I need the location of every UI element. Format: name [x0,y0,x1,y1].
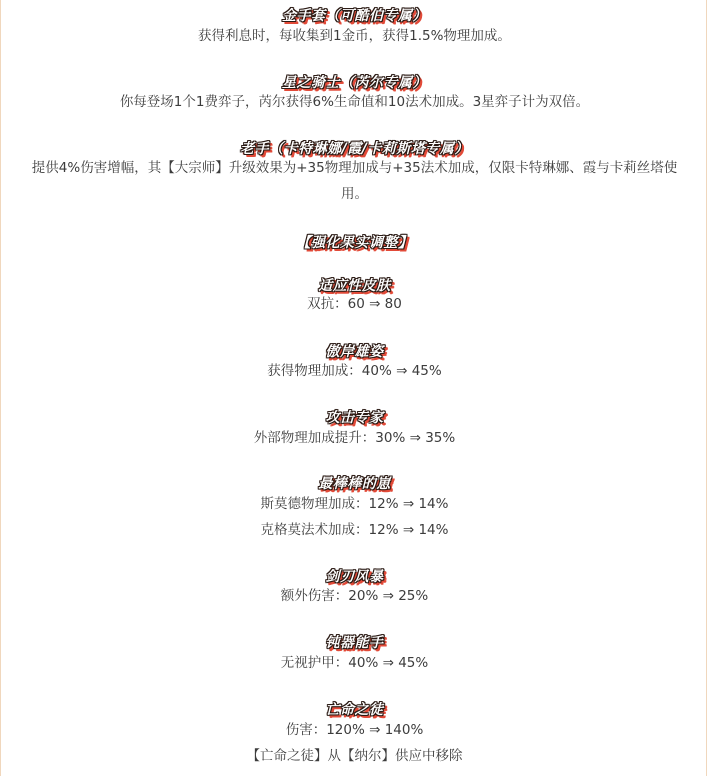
section-line: 获得物理加成：40% ⇒ 45% [267,363,442,379]
section-line: 克格莫法术加成：12% ⇒ 14% [260,522,449,538]
section-title-text: 攻击专家 [325,410,384,426]
section-title-text: 金手套（可酷伯专属） [282,8,427,24]
section-title-text: 剑刃风暴 [325,569,384,585]
section-line: 无视护甲：40% ⇒ 45% [280,655,429,671]
section-line: 额外伤害：20% ⇒ 25% [280,588,429,604]
section-line: 提供4%伤害增幅，其【大宗师】升级效果为+35物理加成与+35法术加成，仅限卡特琳娜、霞与卡莉丝塔使用。 [31,160,678,202]
section-title [1,566,707,585]
section-title-text: 钝器能手 [325,635,384,651]
section-heading-text: 【强化果实调整】 [296,235,413,251]
section-heading [1,232,707,251]
section-title [1,699,707,718]
section-line: 你每登场1个1费弈子，芮尔获得6%生命值和10法术加成。3星弈子计为双倍。 [119,94,590,110]
section-title [1,473,707,492]
section-title-text: 亡命之徒 [325,702,384,718]
section-title [1,632,707,651]
section-line: 外部物理加成提升：30% ⇒ 35% [253,430,456,446]
section-line: 【亡命之徒】从【纳尔】供应中移除 [246,748,463,764]
section-title [1,341,707,360]
section-title [1,275,707,294]
section-title [1,72,707,91]
section-title-text: 傲岸雄姿 [325,344,384,360]
section-title [1,407,707,426]
section-title-text: 星之骑士（芮尔专属） [282,75,427,91]
section-title-text: 老手（卡特琳娜/霞/卡莉斯塔专属） [240,141,469,157]
section-line: 获得利息时，每收集到1金币，获得1.5%物理加成。 [198,28,511,44]
section-title [1,5,707,24]
section-line: 斯莫德物理加成：12% ⇒ 14% [260,496,449,512]
section-title-text: 最棒棒的崽 [318,476,391,492]
section-title-text: 适应性皮肤 [318,278,391,294]
section-line: 伤害：120% ⇒ 140% [285,722,424,738]
section-line: 双抗：60 ⇒ 80 [307,296,402,312]
